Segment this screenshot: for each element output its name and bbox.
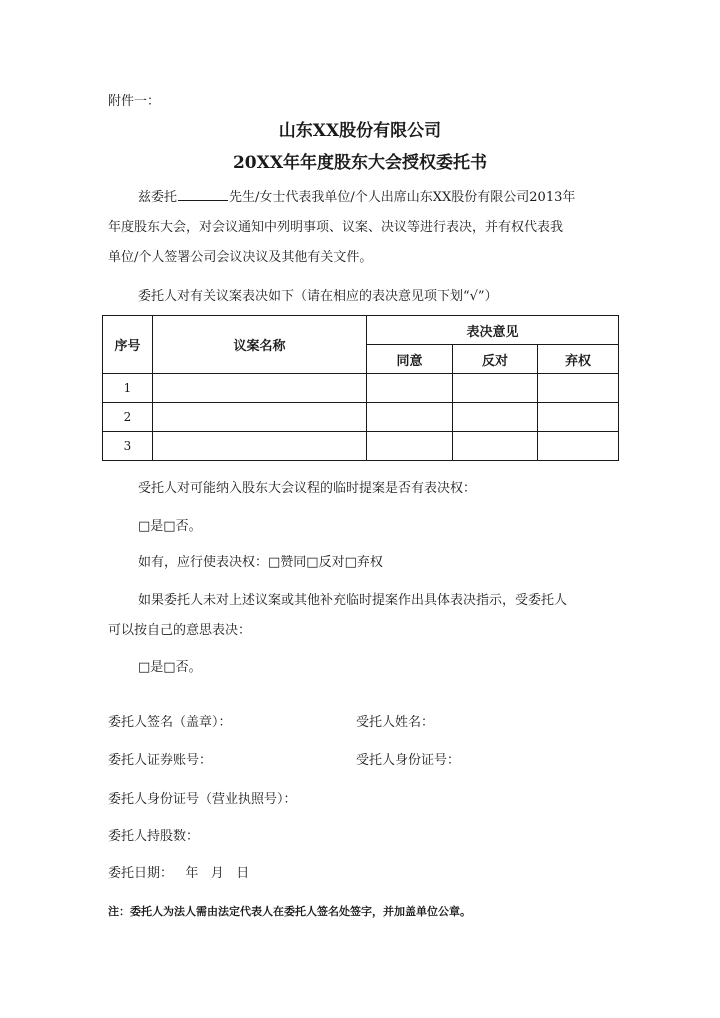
temp-proposal-answer: □是□否。 [138, 519, 202, 534]
document-title: 20XX年年度股东大会授权委托书 [232, 153, 488, 173]
voting-table [102, 315, 619, 461]
no-instruction-line-2: 可以按自己的意思表决： [108, 623, 252, 638]
proposal-name-cell[interactable] [153, 403, 367, 432]
intro-line-4: 委托人对有关议案表决如下（请在相应的表决意见项下划“√”） [138, 289, 498, 304]
proposal-name-cell[interactable] [153, 374, 367, 403]
col-abstain-header: 弃权 [538, 345, 619, 374]
agent-id-label: 受托人身份证号： [356, 753, 461, 768]
intro-line-2: 年度股东大会，对会议通知中列明事项、议案、决议等进行表决，并有权代表我 [108, 220, 564, 235]
col-name-header: 议案名称 [153, 316, 367, 374]
abstain-cell[interactable] [538, 432, 619, 461]
oppose-cell[interactable] [453, 432, 538, 461]
principal-signature-label: 委托人签名（盖章）： [108, 715, 232, 730]
col-agree-header: 同意 [367, 345, 453, 374]
col-vote-header: 表决意见 [367, 316, 619, 345]
no-instruction-line-1: 如果委托人未对上述议案或其他补充临时提案作出具体表决指示，受委托人 [138, 593, 568, 608]
proposal-name-cell[interactable] [153, 432, 367, 461]
table-row [103, 432, 619, 461]
intro-line-1 [138, 186, 575, 205]
no-instruction-answer: □是□否。 [138, 660, 202, 675]
table-row [103, 374, 619, 403]
col-seq-header: 序号 [103, 316, 153, 374]
voting-right-options: 如有，应行使表决权：□赞同□反对□弃权 [138, 555, 383, 570]
principal-shares-label: 委托人持股数： [108, 829, 200, 844]
intro-line-1-end: 先生/女士代表我单位/个人出席山东XX股份有限公司2013年 [229, 190, 576, 205]
principal-id-label: 委托人身份证号（营业执照号）： [108, 792, 297, 807]
temp-proposal-question: 受托人对可能纳入股东大会议程的临时提案是否有表决权： [138, 481, 477, 496]
oppose-cell[interactable] [453, 403, 538, 432]
agree-cell[interactable] [367, 374, 453, 403]
agree-cell[interactable] [367, 432, 453, 461]
entrust-date-label: 委托日期： 年 月 日 [108, 866, 250, 881]
row-number: 3 [103, 432, 153, 461]
agent-name-blank [178, 186, 228, 201]
intro-line-1-start: 兹委托 [138, 190, 178, 205]
table-row [103, 403, 619, 432]
table-header-row [103, 316, 619, 345]
intro-line-3: 单位/个人签署公司会议决议及其他有关文件。 [108, 250, 373, 265]
agent-name-label: 受托人姓名： [356, 715, 435, 730]
row-number: 1 [103, 374, 153, 403]
attachment-label: 附件一： [108, 94, 161, 109]
row-number: 2 [103, 403, 153, 432]
abstain-cell[interactable] [538, 403, 619, 432]
principal-account-label: 委托人证券账号： [108, 753, 213, 768]
company-title: 山东XX股份有限公司 [278, 121, 442, 141]
footnote: 注：委托人为法人需由法定代表人在委托人签名处签字，并加盖单位公章。 [108, 905, 471, 918]
abstain-cell[interactable] [538, 374, 619, 403]
oppose-cell[interactable] [453, 374, 538, 403]
col-oppose-header: 反对 [453, 345, 538, 374]
agree-cell[interactable] [367, 403, 453, 432]
